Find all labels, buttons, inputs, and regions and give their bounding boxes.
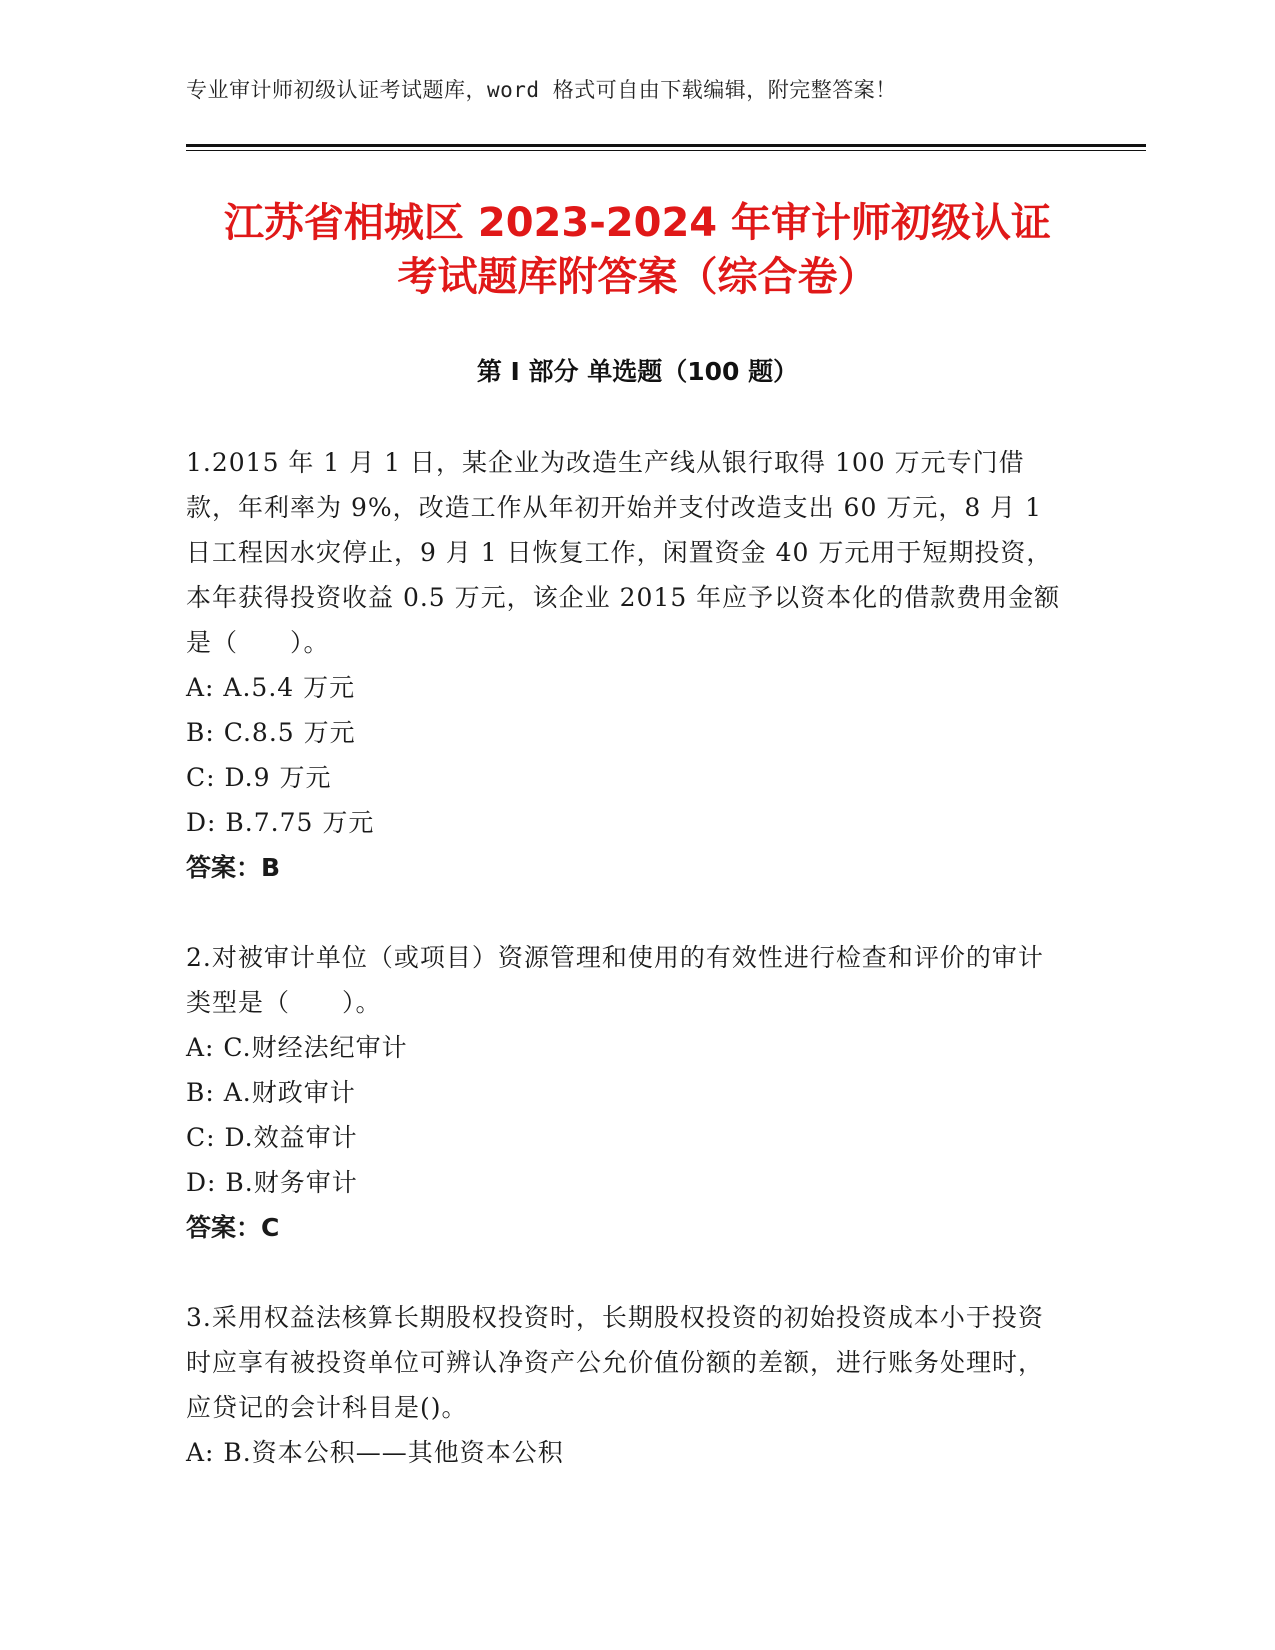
question-3 <box>186 1295 1066 1475</box>
option-b: B: A.财政审计 <box>186 1078 356 1107</box>
answer: 答案：C <box>186 1213 280 1242</box>
option-d: D: B.财务审计 <box>186 1168 358 1197</box>
option-a: A: A.5.4 万元 <box>186 673 356 702</box>
question-stem: 2.对被审计单位（或项目）资源管理和使用的有效性进行检查和评价的审计类型是（ ）。 <box>186 943 1044 1017</box>
title-line-1: 江苏省相城区 2023-2024 年审计师初级认证 <box>223 200 1052 246</box>
option-a: A: C.财经法纪审计 <box>186 1033 408 1062</box>
header-divider-thin <box>186 150 1146 151</box>
question-stem: 1.2015 年 1 月 1 日，某企业为改造生产线从银行取得 100 万元专门借款，年利率为 9%，改造工作从年初开始并支付改造支出 60 万元，8 月 1 日工程因水灾停止，9 月 1 日恢复工作，闲置资金 40 万元用于短期投资，本年获得投资收益 0.5 万元，该企业 2015 年应予以资本化的借款费用金额是（ ）。 <box>186 448 1061 657</box>
option-c: C: D.效益审计 <box>186 1123 358 1152</box>
section-title: 第 I 部分 单选题（100 题） <box>476 357 799 386</box>
header-divider <box>186 144 1146 147</box>
question-2 <box>186 935 1066 1250</box>
header-note: 专业审计师初级认证考试题库，word 格式可自由下载编辑，附完整答案！ <box>186 78 897 102</box>
answer: 答案：B <box>186 853 281 882</box>
question-1 <box>186 440 1066 890</box>
option-d: D: B.7.75 万元 <box>186 808 375 837</box>
option-c: C: D.9 万元 <box>186 763 332 792</box>
question-stem: 3.采用权益法核算长期股权投资时，长期股权投资的初始投资成本小于投资时应享有被投资单位可辨认净资产公允价值份额的差额，进行账务处理时，应贷记的会计科目是()。 <box>186 1303 1045 1422</box>
question-list <box>186 440 1066 1475</box>
document-title <box>140 196 1135 304</box>
option-b: B: C.8.5 万元 <box>186 718 356 747</box>
title-line-2: 考试题库附答案（综合卷） <box>397 254 878 300</box>
option-a: A: B.资本公积——其他资本公积 <box>186 1438 564 1467</box>
